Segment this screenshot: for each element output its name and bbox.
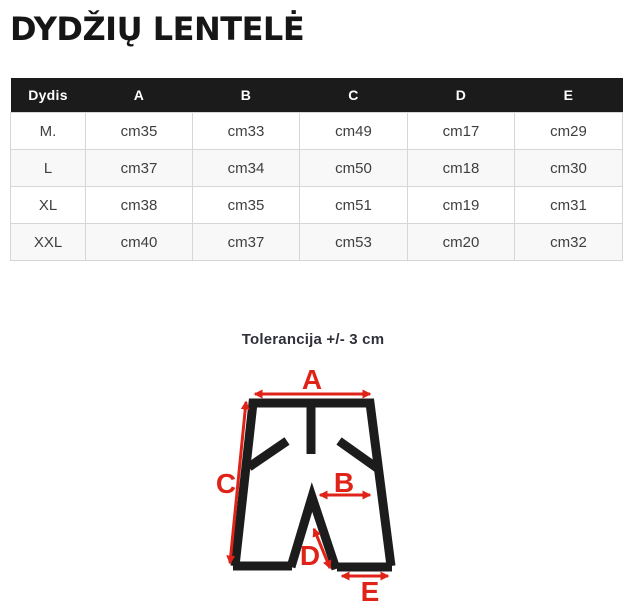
measurement-cell: cm20: [408, 224, 515, 261]
left-pocket-line: [249, 441, 287, 467]
size-table-header: [11, 78, 623, 113]
page-title: DYDŽIŲ LENTELĖ: [10, 10, 305, 48]
column-header-c: C: [300, 78, 408, 113]
measure-label-a: A: [301, 368, 323, 395]
measurement-cell: cm31: [515, 187, 623, 224]
measure-label-b: B: [333, 467, 355, 498]
measure-label-d: D: [299, 540, 321, 571]
measurement-cell: cm40: [86, 224, 193, 261]
column-header-a: A: [86, 78, 193, 113]
measurement-cell: cm29: [515, 113, 623, 150]
measurement-cell: cm30: [515, 150, 623, 187]
size-cell: L: [11, 150, 86, 187]
measurement-cell: cm38: [86, 187, 193, 224]
tolerance-note: Tolerancija +/- 3 cm: [241, 331, 385, 348]
measurement-cell: cm32: [515, 224, 623, 261]
table-row: [11, 150, 623, 187]
measurement-cell: cm53: [300, 224, 408, 261]
measurement-cell: cm37: [193, 224, 300, 261]
column-header-e: E: [515, 78, 623, 113]
measurement-cell: cm18: [408, 150, 515, 187]
column-header-d: D: [408, 78, 515, 113]
measurement-cell: cm35: [193, 187, 300, 224]
measurement-cell: cm34: [193, 150, 300, 187]
size-cell: M.: [11, 113, 86, 150]
measurement-cell: cm50: [300, 150, 408, 187]
column-header-b: B: [193, 78, 300, 113]
table-row: [11, 187, 623, 224]
measurement-cell: cm17: [408, 113, 515, 150]
measure-label-c: C: [215, 468, 237, 499]
measurement-cell: cm49: [300, 113, 408, 150]
header-row: [11, 78, 623, 113]
measurement-cell: cm35: [86, 113, 193, 150]
measurement-cell: cm33: [193, 113, 300, 150]
size-table: [10, 78, 623, 261]
size-cell: XXL: [11, 224, 86, 261]
shorts-measurement-diagram: [160, 368, 440, 608]
table-row: [11, 113, 623, 150]
table-row: [11, 224, 623, 261]
column-header-dydis: Dydis: [11, 78, 86, 113]
measurement-cell: cm37: [86, 150, 193, 187]
measurement-cell: cm51: [300, 187, 408, 224]
measurement-cell: cm19: [408, 187, 515, 224]
measure-label-e: E: [360, 576, 380, 607]
size-cell: XL: [11, 187, 86, 224]
